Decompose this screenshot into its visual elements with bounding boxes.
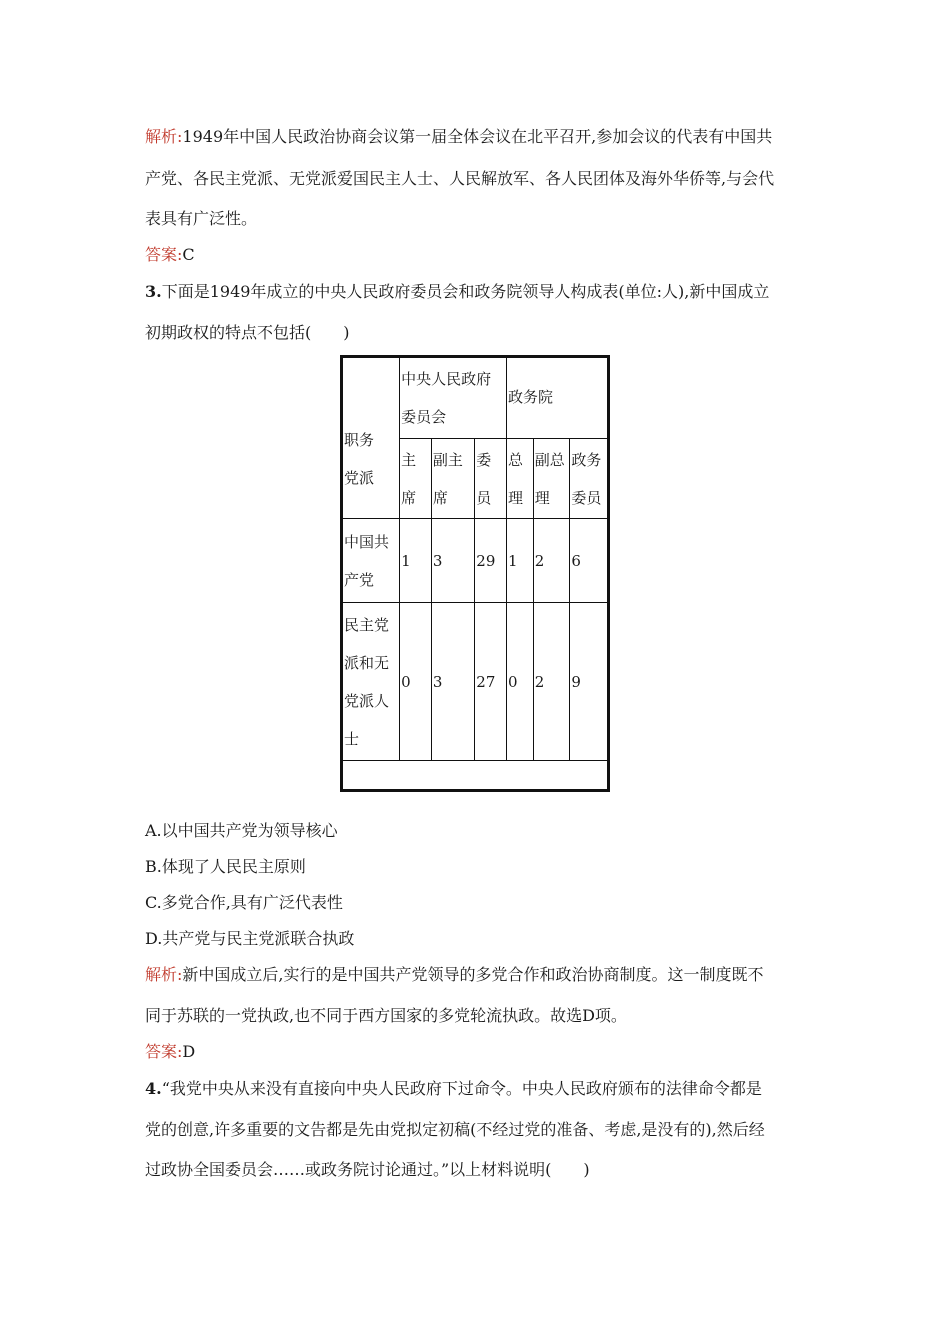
analysis-text: 1949年中国人民政治协商会议第一届全体会议在北平召开,参加会议的代表有中国共 bbox=[182, 127, 773, 146]
question-4-line-1 bbox=[145, 1079, 762, 1099]
value-cell: 1 bbox=[400, 519, 432, 603]
corner-top-label: 职务 bbox=[344, 431, 375, 449]
option-d: D.共产党与民主党派联合执政 bbox=[145, 929, 355, 948]
value-cell: 2 bbox=[533, 603, 570, 761]
table-corner-header bbox=[342, 357, 400, 519]
column-header: 委员 bbox=[475, 439, 507, 519]
analysis-2-line-1: 解析:新中国成立后,实行的是中国共产党领导的多党合作和政治协商制度。这一制度既不 bbox=[145, 965, 764, 984]
value-cell: 2 bbox=[533, 519, 570, 603]
answer-2: 答案:D bbox=[145, 1042, 196, 1061]
value-cell: 3 bbox=[431, 519, 474, 603]
analysis-text: 新中国成立后,实行的是中国共产党领导的多党合作和政治协商制度。这一制度既不 bbox=[182, 965, 764, 984]
answer-1: 答案:C bbox=[145, 245, 195, 264]
value-cell: 9 bbox=[570, 603, 609, 761]
question-text: “我党中央从来没有直接向中央人民政府下过命令。中央人民政府颁布的法律命令都是 bbox=[161, 1079, 762, 1098]
question-3-line-2: 初期政权的特点不包括( ) bbox=[145, 323, 350, 342]
party-cell: 中国共产党 bbox=[342, 519, 400, 603]
question-text: 下面是1949年成立的中央人民政府委员会和政务院领导人构成表(单位:人),新中国成立 bbox=[161, 282, 770, 301]
analysis-label: 解析 bbox=[145, 965, 178, 984]
column-header: 总理 bbox=[506, 439, 533, 519]
corner-bottom-label: 党派 bbox=[344, 469, 375, 487]
question-3-line-1 bbox=[145, 282, 769, 302]
leadership-table bbox=[340, 355, 610, 792]
table-row bbox=[342, 519, 609, 603]
value-cell: 0 bbox=[400, 603, 432, 761]
option-a: A.以中国共产党为领导核心 bbox=[145, 821, 338, 840]
question-4-line-2: 党的创意,许多重要的文告都是先由党拟定初稿(不经过党的准备、考虑,是没有的),然后经 bbox=[145, 1120, 765, 1139]
answer-value: D bbox=[182, 1042, 196, 1061]
question-number: 4. bbox=[145, 1079, 162, 1098]
table-empty-row bbox=[342, 761, 609, 791]
analysis-1-line-3: 表具有广泛性。 bbox=[145, 209, 258, 228]
group-header-central-gov: 中央人民政府委员会 bbox=[400, 357, 507, 439]
analysis-2-line-2: 同于苏联的一党执政,也不同于西方国家的多党轮流执政。故选D项。 bbox=[145, 1006, 627, 1025]
option-b: B.体现了人民民主原则 bbox=[145, 857, 306, 876]
party-cell: 民主党派和无党派人士 bbox=[342, 603, 400, 761]
answer-label: 答案 bbox=[145, 1042, 178, 1061]
value-cell: 6 bbox=[570, 519, 609, 603]
column-header: 副总理 bbox=[533, 439, 570, 519]
empty-cell bbox=[342, 761, 609, 791]
value-cell: 29 bbox=[475, 519, 507, 603]
question-number: 3. bbox=[145, 282, 162, 301]
column-header: 主席 bbox=[400, 439, 432, 519]
value-cell: 1 bbox=[506, 519, 533, 603]
value-cell: 27 bbox=[475, 603, 507, 761]
value-cell: 3 bbox=[431, 603, 474, 761]
group-header-state-council: 政务院 bbox=[506, 357, 608, 439]
option-c: C.多党合作,具有广泛代表性 bbox=[145, 893, 343, 912]
answer-value: C bbox=[182, 245, 195, 264]
analysis-1-line-1: 解析:1949年中国人民政治协商会议第一届全体会议在北平召开,参加会议的代表有中国共 bbox=[145, 127, 773, 146]
question-4-line-3: 过政协全国委员会……或政务院讨论通过。”以上材料说明( ) bbox=[145, 1160, 590, 1179]
analysis-1-line-2: 产党、各民主党派、无党派爱国民主人士、人民解放军、各人民团体及海外华侨等,与会代 bbox=[145, 169, 775, 188]
table-row bbox=[342, 603, 609, 761]
column-header: 政务委员 bbox=[570, 439, 609, 519]
analysis-label: 解析 bbox=[145, 127, 178, 146]
answer-label: 答案 bbox=[145, 245, 178, 264]
column-header: 副主席 bbox=[431, 439, 474, 519]
value-cell: 0 bbox=[506, 603, 533, 761]
